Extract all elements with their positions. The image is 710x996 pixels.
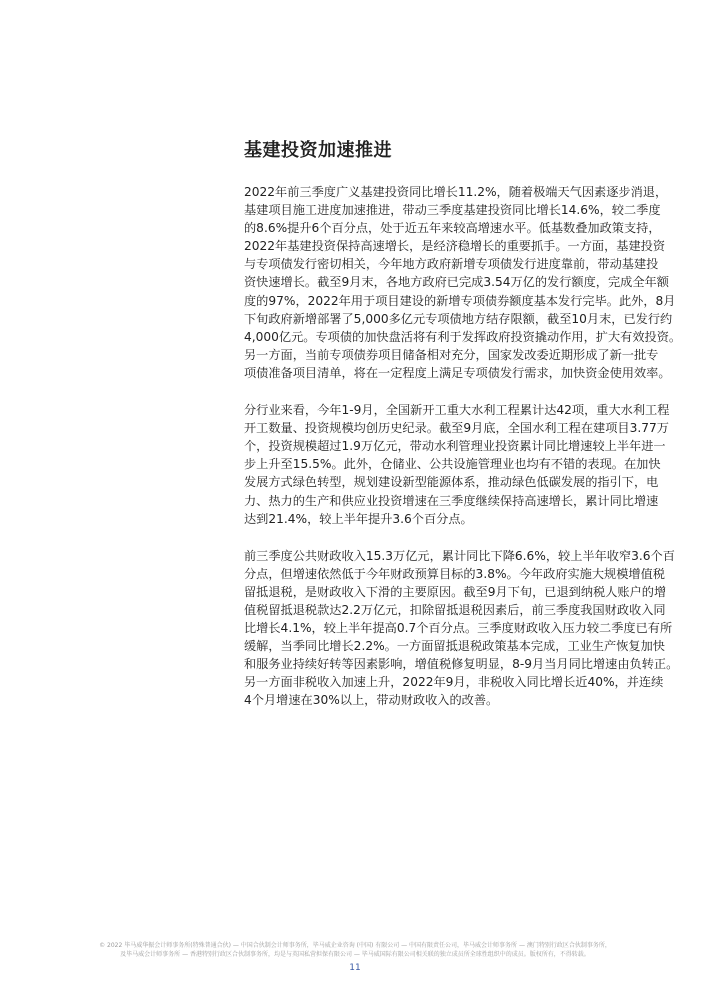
text-line: 另一方面，当前专项债券项目储备相对充分，国家发改委近期形成了新一批专 xyxy=(244,347,659,362)
text-line: 个，投资规模超过1.9万亿元，带动水利管理业投资累计同比增速较上半年进一 xyxy=(244,439,666,454)
text-line: 2022年基建投资保持高速增长，是经济稳增长的重要抓手。一方面，基建投资 xyxy=(244,239,666,254)
text-line: 分行业来看，今年1-9月，全国新开工重大水利工程累计达42项，重大水利工程 xyxy=(244,403,670,418)
text-line: 2022年前三季度广义基建投资同比增长11.2%，随着极端天气因素逐步消退， xyxy=(244,185,668,199)
text-line: 基建项目施工进度加速推进，带动三季度基建投资同比增长14.6%，较二季度 xyxy=(244,203,661,218)
section-title: 基建投资加速推进 xyxy=(244,140,392,161)
paragraph-1 xyxy=(244,183,682,382)
text-line: 度的97%，2022年用于项目建设的新增专项债券额度基本发行完毕。此外，8月 xyxy=(244,293,676,308)
paragraph-3 xyxy=(244,547,679,710)
text-line: 分点，但增速依然低于今年财政预算目标的3.8%。今年政府实施大规模增值税 xyxy=(244,566,665,581)
copyright-line: 及毕马威会计师事务所 — 香港特别行政区合伙制事务所，均是与英国私营担保有限公司 — 毕马威国际有限公司相关联的独立成员所全球性组织中的成员。版权所有，不得转载。 xyxy=(120,950,590,958)
text-line: 力、热力的生产和供应业投资增速在三季度继续保持高速增长，累计同比增速 xyxy=(244,493,659,508)
copyright-line: © 2022 毕马威华振会计师事务所(特殊普通合伙) — 中国合伙制会计师事务所，毕马威企业咨询 (中国) 有限公司 — 中国有限责任公司，毕马威会计师事务所 — 澳门特别行政区合伙制事务所， xyxy=(99,942,611,949)
text-line: 下旬政府新增部署了5,000多亿元专项债地方结存限额，截至10月末，已发行约 xyxy=(244,311,673,326)
text-line: 值税留抵退税款达2.2万亿元，扣除留抵退税因素后，前三季度我国财政收入同 xyxy=(244,602,666,617)
text-line: 缓解，当季同比增长2.2%。一方面留抵退税政策基本完成，工业生产恢复加快 xyxy=(244,639,665,654)
text-line: 4,000亿元。专项债的加快盘活将有利于发挥政府投资撬动作用，扩大有效投资。 xyxy=(244,329,682,344)
text-line: 和服务业持续好转等因素影响，增值税修复明显，8-9月当月同比增速由负转正。 xyxy=(244,657,679,672)
text-line: 达到21.4%，较上半年提升3.6个百分点。 xyxy=(244,511,473,526)
body-text xyxy=(244,183,682,729)
text-line: 4个月增速在30%以上，带动财政收入的改善。 xyxy=(244,693,499,708)
paragraph-2 xyxy=(244,401,670,528)
text-line: 留抵退税，是财政收入下滑的主要原因。截至9月下旬，已退到纳税人账户的增 xyxy=(244,584,667,599)
text-line: 比增长4.1%，较上半年提高0.7个百分点。三季度财政收入压力较二季度已有所 xyxy=(244,621,673,636)
text-line: 前三季度公共财政收入15.3万亿元，累计同比下降6.6%，较上半年收窄3.6个百 xyxy=(244,548,675,563)
text-line: 步上升至15.5%。此外，仓储业、公共设施管理业也均有不错的表现。在加快 xyxy=(244,457,661,472)
text-line: 项债准备项目清单，将在一定程度上满足专项债发行需求，加快资金使用效率。 xyxy=(244,365,671,380)
text-line: 的8.6%提升6个百分点，处于近五年来较高增速水平。低基数叠加政策支持， xyxy=(244,221,661,236)
text-line: 发展方式绿色转型，规划建设新型能源体系，推动绿色低碳发展的指引下，电 xyxy=(244,475,659,490)
text-line: 与专项债发行密切相关，今年地方政府新增专项债发行进度靠前，带动基建投 xyxy=(244,257,659,272)
text-line: 开工数量、投资规模均创历史纪录。截至9月底，全国水利工程在建项目3.77万 xyxy=(244,421,669,436)
footer-copyright xyxy=(0,942,710,959)
page-number: 11 xyxy=(349,963,361,973)
text-line: 资快速增长。截至9月末，各地方政府已完成3.54万亿的发行额度，完成全年额 xyxy=(244,275,669,290)
text-line: 另一方面非税收入加速上升，2022年9月，非税收入同比增长近40%，并连续 xyxy=(244,675,664,690)
